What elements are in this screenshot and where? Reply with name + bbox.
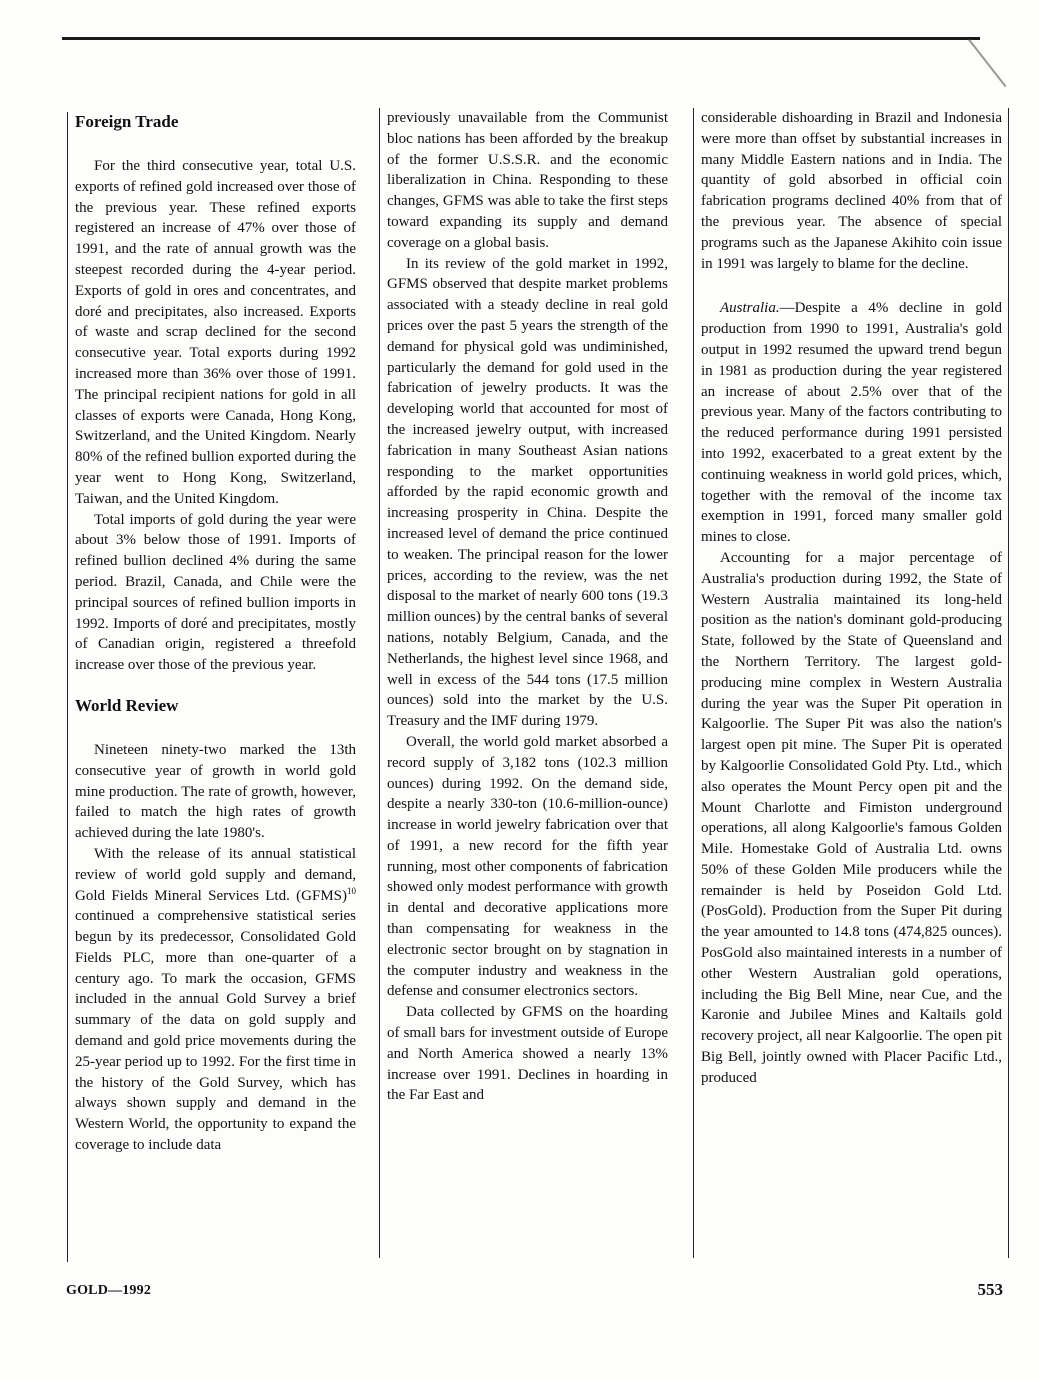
paragraph: Overall, the world gold market absorbed a record supply of 3,182 tons (102.3 million ounces) during 1992. On the demand side, despite a nearly 330-ton (10.6-million-ounce) increase in world jewelry fabrication over that of 1991, a new record for the fifth year running, most other components of fabrication showed only modest performance with growth in dental and decorative applications more than compensating for weakness in the electronic sector brought on by stagnation in the computer industry and weakness in the defense and consumer electronics sectors.: [387, 733, 668, 1000]
paragraph: Data collected by GFMS on the hoarding of small bars for investment outside of Europe and North America showed a nearly 13% increase over 1991. Declines in hoarding in the Far East and: [387, 1004, 668, 1104]
page-number: 553: [977, 1280, 1003, 1299]
paragraph: considerable dishoarding in Brazil and Indonesia were more than offset by substantial increases in many Middle Eastern nations and in India. The quantity of gold absorbed in official coin fabrication programs declined 40% from that of the previous year. The absence of special programs such as the Japanese Akihito coin issue in 1991 was largely to blame for the decline.: [701, 110, 1002, 272]
footnote-ref: 10: [347, 885, 356, 896]
section-heading-foreign-trade: Foreign Trade: [75, 112, 179, 131]
header-rule: [62, 37, 980, 40]
paragraph: Total imports of gold during the year were about 3% below those of 1991. Imports of refined bullion declined 4% during the same period. Brazil, Canada, and Chile were the principal sources of refined bullion imports in 1992. Imports of doré and precipitates, mostly of Canadian origin, registered a threefold increase over those of the previous year.: [75, 511, 356, 674]
paragraph: In its review of the gold market in 1992, GFMS observed that despite market problems associated with a steady decline in real gold prices over the past 5 years the strength of the demand for physical gold was undiminished, particularly the demand for gold used in the fabrication of jewelry products. It was the developing world that accounted for most of the increased jewelry output, with increased fabrication in many Southeast Asian nations responding to the market opportunities afforded by the rapid economic growth and increasing prosperity in China. Despite the increased level of demand the price continued to weaken. The principal reason for the lower prices, according to the review, was the net disposal to the market of nearly 600 tons (19.3 million ounces) by the central banks of several nations, notably Belgium, Canada, and the Netherlands, the highest level since 1968, and well in excess of the 544 tons (17.5 million ounces) sold into the market by the U.S. Treasury and the IMF during 1979.: [387, 255, 668, 730]
paragraph: previously unavailable from the Communist bloc nations has been afforded by the breakup of the former U.S.S.R. and the economic liberalization in China. Responding to these changes, GFMS was able to take the first steps toward expanding its supply and demand coverage on a global basis.: [387, 110, 668, 251]
paragraph-text: continued a comprehensive statistical series begun by its predecessor, Consolidated Gold Fields PLC, more than one-quarter of a century ago. To mark the occasion, GFMS included in the annual Gold Survey a brief summary of the data on gold supply and demand and gold price movements during the 25-year period up to 1992. For the first time in the history of the Gold Survey, which has always shown supply and demand in the Western World, the opportunity to expand the coverage to include data: [75, 908, 356, 1154]
paragraph: Accounting for a major percentage of Australia's production during 1992, the State of Western Australia maintained its long-held position as the nation's dominant gold-producing State, followed by the State of Queensland and the Northern Territory. The largest gold-producing mine complex in Western Australia during the year was the Super Pit operation in Kalgoorlie. The Super Pit was also the nation's largest open pit mine. The Super Pit is operated by Kalgoorlie Consolidated Gold Pty. Ltd., which also operates the Mount Percy open pit and the Mount Charlotte and Fimiston underground operations, all along Kalgoorlie's famous Golden Mile. Homestake Gold of Australia Ltd. owns 50% of these Golden Mile producers while the remainder is held by Poseidon Gold Ltd. (PosGold). Production from the Super Pit during the year amounted to 14.8 tons (474,825 ounces). PosGold also maintained interests in a number of other Western Australian gold operations, including the Big Bell Mine, near Cue, and the Karonie and Jubilee Mines and Kaltails gold recovery project, all near Kalgoorlie. The open pit Big Bell, jointly owned with Placer Pacific Ltd., produced: [701, 549, 1002, 1086]
column-3: [684, 108, 1009, 1258]
paragraph-text: —Despite a 4% decline in gold production from 1990 to 1991, Australia's gold output in 1992 resumed the upward trend begun in 1981 as production during the year registered an increase of about 2.5% over that of the previous year. Many of the factors contributing to the reduced performance during 1991 persisted into 1992, exacerbated to a great extent by the continuing weakness in world gold prices, which, together with the removal of the income tax exemption in 1991, forced many smaller gold mines to close.: [701, 300, 1002, 546]
section-heading-world-review: World Review: [75, 695, 179, 715]
running-title: GOLD—1992: [66, 1283, 152, 1298]
paragraph: For the third consecutive year, total U.S. exports of refined gold increased over those of the previous year. These refined exports registered an increase of 47% over those of 1991, and the rate of annual growth was the steepest recorded during the 4-year period. Exports of gold in ores and concentrates, and doré and precipitates, also increased. Exports of waste and scrap declined for the second consecutive year. Total exports during 1992 increased more than 36% over those of 1991. The principal recipient nations for gold in all classes of exports were Canada, Hong Kong, Switzerland, and the United Kingdom. Nearly 80% of the refined bullion exported during the year went to Hong Kong, Switzerland, Taiwan, and the United Kingdom.: [75, 158, 356, 507]
paragraph-text: With the release of its annual statistical review of world gold supply and demand, Gold Fields Mineral Services Ltd. (GFMS): [75, 845, 356, 904]
scan-artifact: [968, 39, 1007, 88]
paragraph: [75, 844, 356, 1156]
paragraph: [701, 298, 1002, 548]
subsection-lead: Australia.: [720, 300, 780, 317]
paragraph: Nineteen ninety-two marked the 13th consecutive year of growth in world gold mine production. The rate of growth, however, failed to match the high rates of growth achieved during the late 1980's.: [75, 741, 356, 842]
column-2: [370, 108, 668, 1258]
column-1: [58, 108, 356, 1258]
